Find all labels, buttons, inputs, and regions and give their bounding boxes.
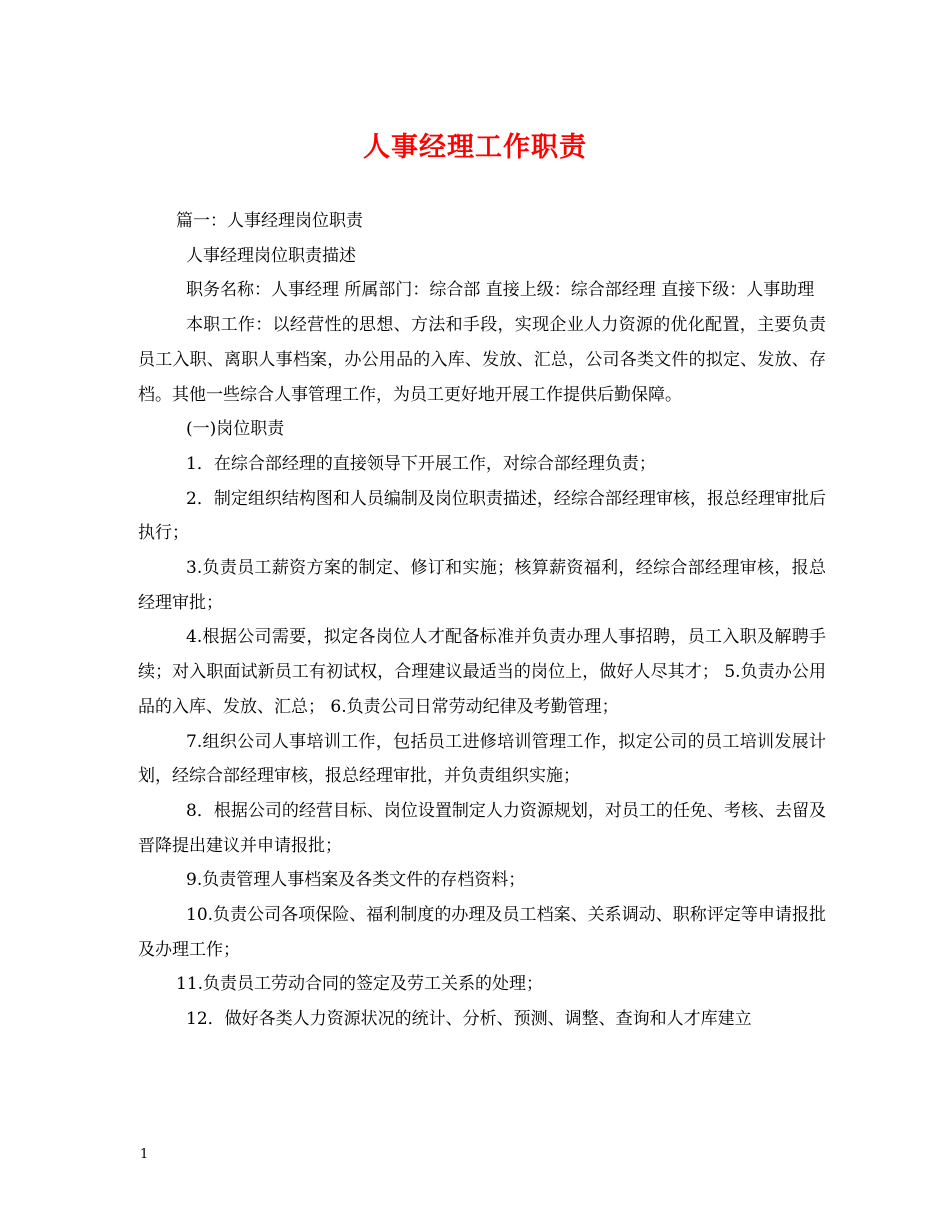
duty-item: 3.负责员工薪资方案的制定、修订和实施；核算薪资福利，经综合部经理审核，报总经理审批； [138,558,826,613]
duties-heading: (一)岗位职责 [186,419,285,440]
job-summary-paragraph: 本职工作：以经营性的思想、方法和手段，实现企业人力资源的优化配置，主要负责员工入职、离职人事档案，办公用品的入库、发放、汇总，公司各类文件的拟定、发放、存档。其他一些综合人事管理工作，为员工更好地开展工作提供后勤保障。 [138,315,826,405]
duty-item: 7.组织公司人事培训工作，包括员工进修培训管理工作，拟定公司的员工培训发展计划，经综合部经理审核，报总经理审批，并负责组织实施； [138,731,826,787]
duty-item: 1．在综合部经理的直接领导下开展工作，对综合部经理负责； [186,453,656,474]
duty-item: 2．制定组织结构图和人员编制及岗位职责描述，经综合部经理审核，报总经理审批后执行； [138,488,826,544]
duty-item: 9.负责管理人事档案及各类文件的存档资料； [186,870,526,891]
section-heading: 篇一：人事经理岗位职责 [176,211,363,231]
job-info-paragraph: 职务名称：人事经理 所属部门：综合部 直接上级：综合部经理 直接下级：人事助理 [186,280,815,301]
duty-item: 12．做好各类人力资源状况的统计、分析、预测、调整、查询和人才库建立 [186,1009,752,1030]
subsection-heading: 人事经理岗位职责描述 [186,245,356,266]
duty-item: 4.根据公司需要，拟定各岗位人才配备标准并负责办理人事招聘，员工入职及解聘手续；对入职面试新员工有初试权，合理建议最适当的岗位上，做好人尽其才； 5.负责办公用品的入库、发放、汇总； 6.负责公司日常劳动纪律及考勤管理； [138,627,826,717]
document-body [138,204,826,1037]
page-number: 1 [140,1147,149,1162]
duty-item: 10.负责公司各项保险、福利制度的办理及员工档案、关系调动、职称评定等申请报批及办理工作； [138,905,826,960]
document-title: 人事经理工作职责 [363,132,587,163]
duty-item: 11.负责员工劳动合同的签定及劳工关系的处理； [176,974,544,995]
duty-item: 8．根据公司的经营目标、岗位设置制定人力资源规划，对员工的任免、考核、去留及晋降提出建议并申请报批； [138,800,826,856]
